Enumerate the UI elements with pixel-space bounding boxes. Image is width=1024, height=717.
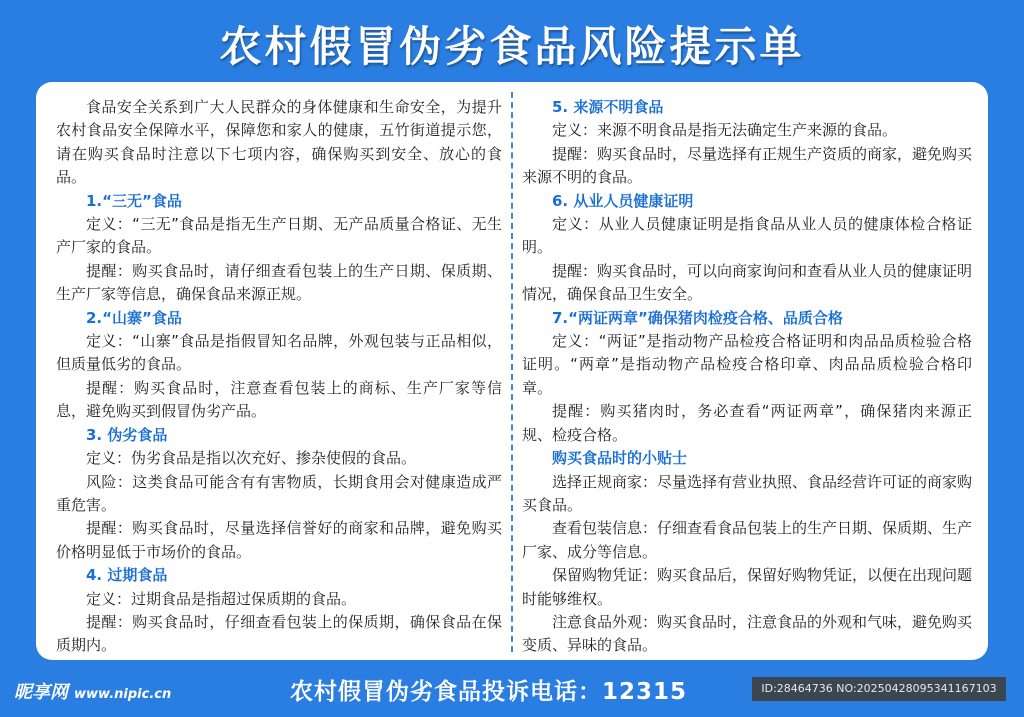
watermark-logo (14, 678, 171, 704)
section-6-title: 6. 从业人员健康证明 (552, 191, 694, 210)
section-3-risk: 风险：这类食品可能含有有害物质，长期食用会对健康造成严重危害。 (56, 472, 502, 514)
tip-item: 选择正规商家：尽量选择有营业执照、食品经营许可证的商家购买食品。 (522, 472, 973, 514)
page-title: 农村假冒伪劣食品风险提示单 (219, 22, 805, 71)
tip-item: 注意食品外观：购买食品时，注意食品的外观和气味，避免购买变质、异味的食品。 (522, 612, 973, 655)
section-3-title: 3. 伪劣食品 (86, 425, 168, 444)
section-7-definition: 定义：“两证”是指动物产品检疫合格证明和肉品品质检验合格证明。“两章”是指动物产品检疫合格印章、肉品品质检验合格印章。 (522, 332, 972, 397)
tips-title: 购买食品时的小贴士 (552, 449, 688, 468)
section-5-definition: 定义：来源不明食品是指无法确定生产来源的食品。 (552, 121, 898, 140)
section-3-reminder: 提醒：购买食品时，尽量选择信誉好的商家和品牌，避免购买价格明显低于市场价的食品。 (56, 519, 502, 561)
section-2-title: 2.“山寨”食品 (86, 308, 182, 327)
content-panel (36, 82, 988, 660)
section-1-definition: 定义：“三无”食品是指无生产日期、无产品质量合格证、无生产厂家的食品。 (56, 215, 502, 257)
column-divider (511, 92, 513, 652)
section-1-reminder: 提醒：购买食品时，请仔细查看包装上的生产日期、保质期、生产厂家等信息，确保食品来源正规。 (56, 261, 502, 304)
tip-item: 查看包装信息：仔细查看食品包装上的生产日期、保质期、生产厂家、成分等信息。 (522, 519, 973, 561)
logo-text: 昵享网 (14, 682, 68, 703)
section-5-title: 5. 来源不明食品 (552, 98, 664, 116)
complaint-hotline: 农村假冒伪劣食品投诉电话：12315 (290, 679, 688, 705)
right-column (522, 96, 972, 658)
section-4-definition: 定义：过期食品是指超过保质期的食品。 (86, 589, 357, 608)
site-url: www.nipic.cn (74, 687, 172, 702)
intro-text: 食品安全关系到广大人民群众的身体健康和生命安全，为提升农村食品安全保障水平，保障您和家人的健康，五竹街道提示您，请在购买食品时注意以下七项内容，确保购买到安全、放心的食品。 (56, 98, 502, 187)
section-2-definition: 定义：“山寨”食品是指假冒知名品牌，外观包装与正品相似，但质量低劣的食品。 (56, 332, 502, 374)
image-id-label: ID:28464736 NO:20250428095341167103 (752, 677, 1006, 701)
section-6-reminder: 提醒：购买食品时，可以向商家询问和查看从业人员的健康证明情况，确保食品卫生安全。 (522, 261, 973, 304)
section-7-title: 7.“两证两章”确保猪肉检疫合格、品质合格 (552, 308, 843, 327)
section-5-reminder: 提醒：购买食品时，尽量选择有正规生产资质的商家，避免购买来源不明的食品。 (522, 144, 973, 187)
section-6-definition: 定义：从业人员健康证明是指食品从业人员的健康体检合格证明。 (522, 215, 972, 257)
section-3-definition: 定义：伪劣食品是指以次充好、掺杂使假的食品。 (86, 449, 417, 468)
tip-item: 保留购物凭证：购买食品后，保留好购物凭证，以便在出现问题时能够维权。 (522, 566, 973, 608)
section-2-reminder: 提醒：购买食品时，注意查看包装上的商标、生产厂家等信息，避免购买到假冒伪劣产品。 (56, 378, 502, 421)
section-7-reminder: 提醒：购买猪肉时，务必查看“两证两章”，确保猪肉来源正规、检疫合格。 (522, 402, 972, 444)
left-column (56, 96, 502, 658)
section-4-title: 4. 过期食品 (86, 566, 168, 585)
section-4-reminder: 提醒：购买食品时，仔细查看包装上的保质期，确保食品在保质期内。 (56, 612, 502, 655)
section-1-title: 1.“三无”食品 (86, 191, 182, 210)
